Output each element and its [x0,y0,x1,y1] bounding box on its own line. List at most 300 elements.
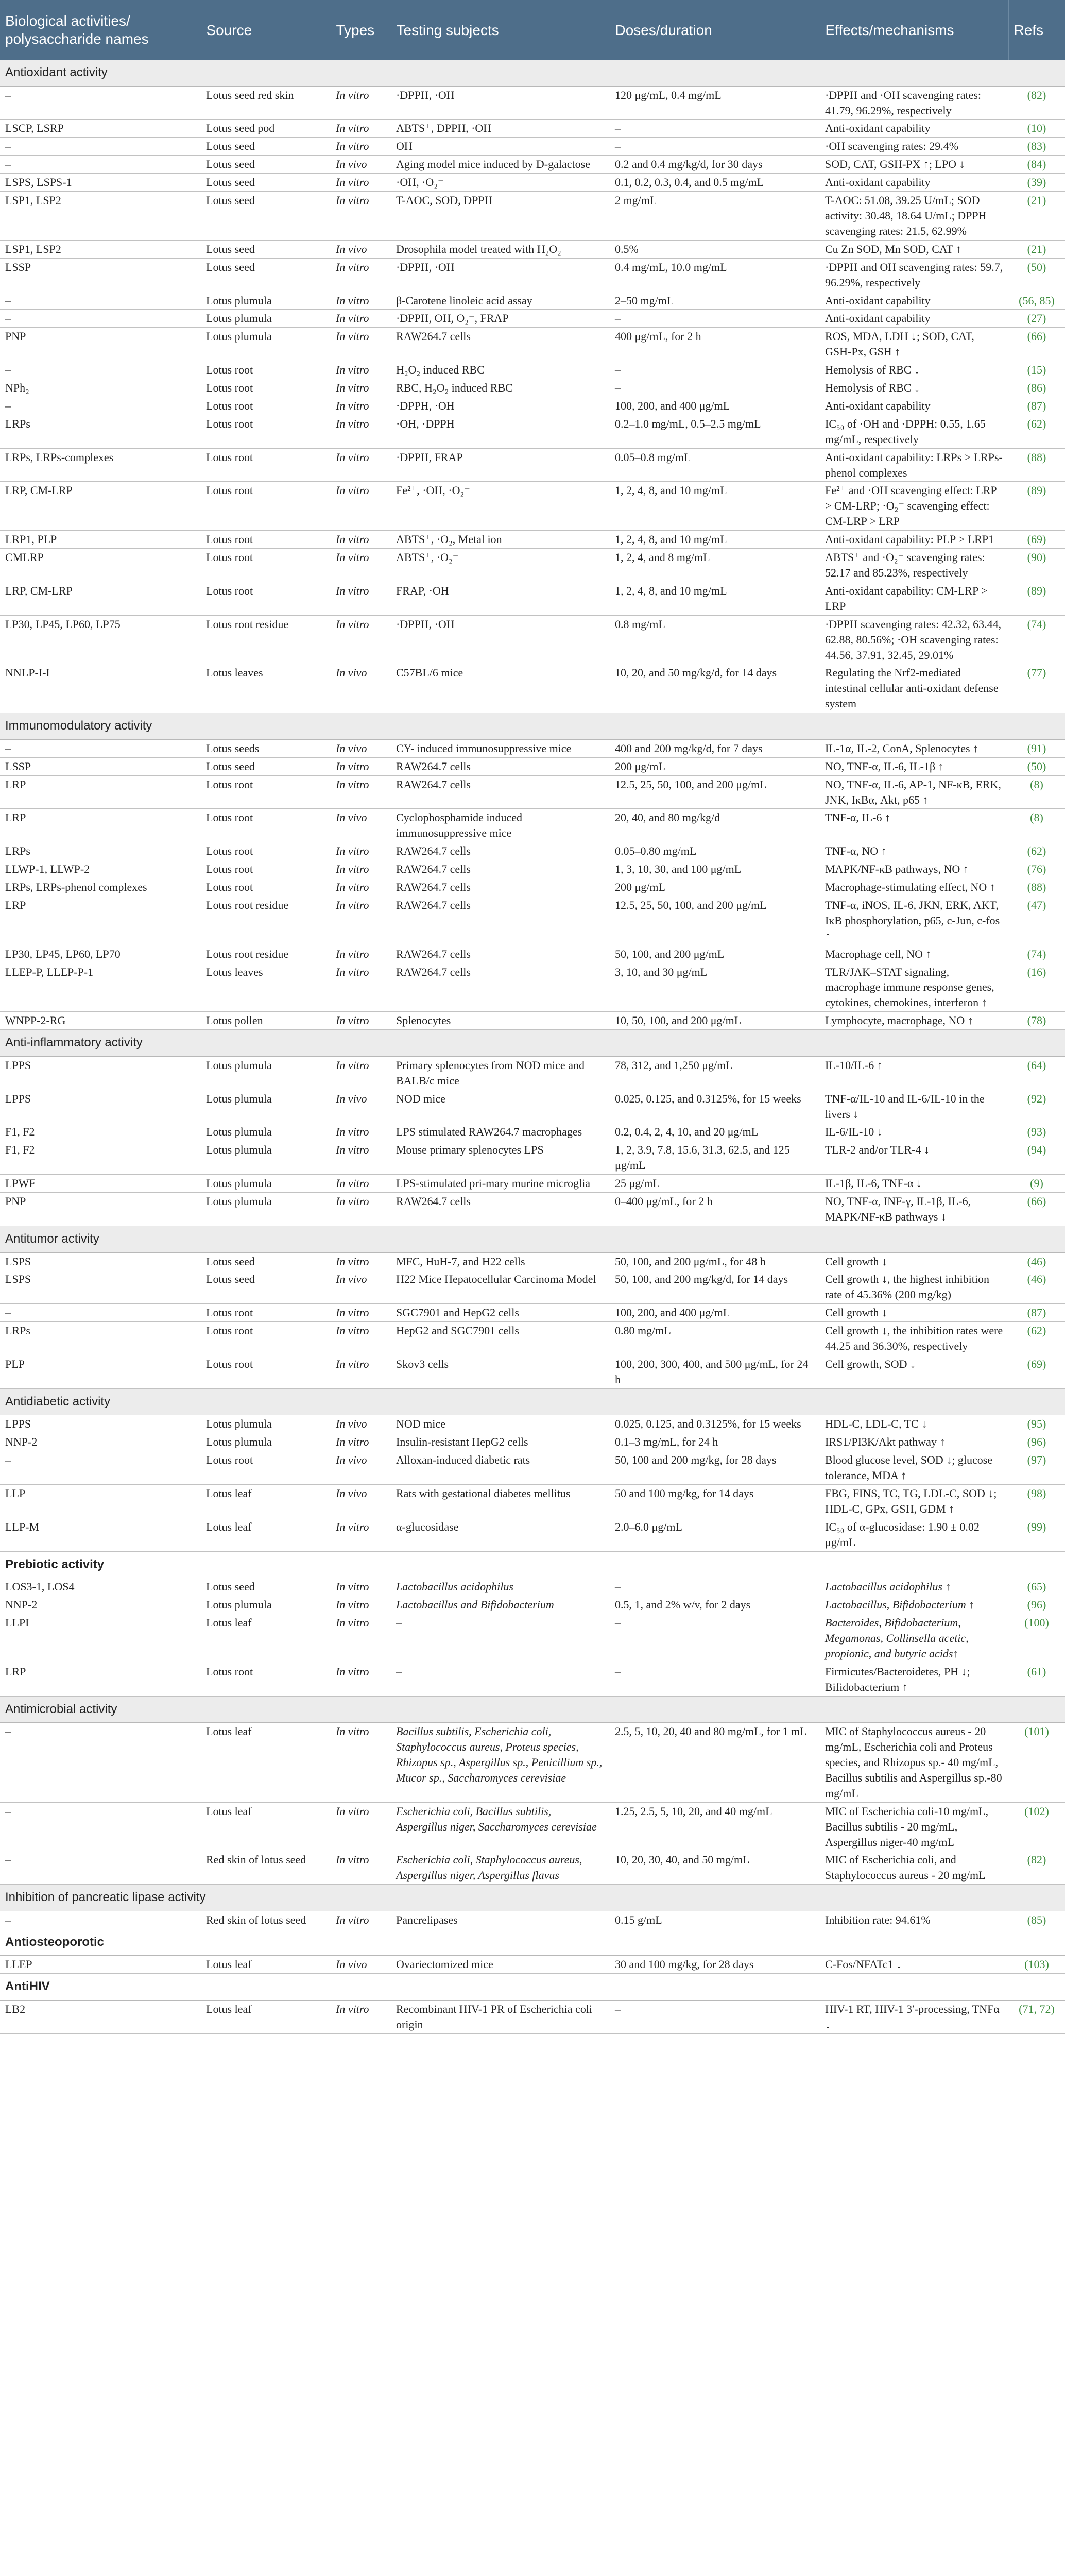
reference-link[interactable]: (99) [1027,1520,1046,1533]
reference-link[interactable]: (87) [1027,1306,1046,1319]
cell-type: In vitro [331,549,391,582]
reference-link[interactable]: (27) [1027,312,1046,325]
section-title: Antimicrobial activity [0,1696,1065,1723]
cell-ref [1008,361,1065,379]
cell-name: LRP, CM-LRP [0,582,201,615]
reference-link[interactable]: (77) [1027,666,1046,680]
table-row [0,878,1065,896]
reference-link[interactable]: (93) [1027,1125,1046,1139]
cell-effects: Macrophage cell, NO ↑ [820,945,1008,963]
cell-source: Lotus plumula [201,1056,331,1090]
reference-link[interactable]: (10) [1027,122,1046,135]
reference-link[interactable]: (71, 72) [1019,2002,1055,2015]
cell-type: In vitro [331,896,391,945]
reference-link[interactable]: (21) [1027,242,1046,256]
table-row [0,1141,1065,1175]
cell-dose: – [610,1614,820,1663]
cell-name: PNP [0,328,201,361]
cell-type: In vitro [331,2000,391,2033]
reference-link[interactable]: (47) [1027,898,1046,911]
table-row [0,2000,1065,2033]
cell-name: LSSP [0,258,201,292]
cell-ref [1008,757,1065,775]
table-row [0,1123,1065,1141]
table-row [0,310,1065,328]
cell-effects: IC₅₀ of ·OH and ·DPPH: 0.55, 1.65 mg/mL, respectively [820,415,1008,448]
cell-source: Lotus seed [201,1578,331,1596]
cell-testing-subjects: RAW264.7 cells [391,1193,610,1226]
cell-type: In vivo [331,664,391,713]
section-title: Antitumor activity [0,1226,1065,1252]
cell-effects: Macrophage-stimulating effect, NO ↑ [820,878,1008,896]
cell-type: In vitro [331,1802,391,1851]
cell-testing-subjects: Aging model mice induced by D-galactose [391,156,610,174]
cell-ref [1008,549,1065,582]
table-row [0,1663,1065,1696]
cell-effects: Bacteroides, Bifidobacterium, Megamonas, Collinsella acetic, propionic, and butyric acids↑ [820,1614,1008,1663]
cell-dose: 2.0–6.0 μg/mL [610,1518,820,1551]
reference-link[interactable]: (94) [1027,1143,1046,1157]
cell-effects: IL-6/IL-10 ↓ [820,1123,1008,1141]
reference-link[interactable]: (82) [1027,88,1046,101]
cell-effects: MAPK/NF-κB pathways, NO ↑ [820,860,1008,878]
section-header-row [0,60,1065,86]
header-effects: Effects/mechanisms [820,0,1008,60]
header-source: Source [201,0,331,60]
cell-effects: MIC of Escherichia coli-10 mg/mL, Bacillus subtilis - 20 mg/mL, Aspergillus niger-40 mg/mL [820,1802,1008,1851]
cell-dose: 0.80 mg/mL [610,1322,820,1355]
cell-testing-subjects: ·DPPH, ·OH [391,615,610,664]
cell-type: In vivo [331,1090,391,1123]
reference-link[interactable]: (97) [1027,1453,1046,1467]
table-row [0,963,1065,1012]
reference-link[interactable]: (50) [1027,260,1046,274]
cell-testing-subjects: Cyclophosphamide induced immunosuppressive mice [391,809,610,842]
cell-effects: ROS, MDA, LDH ↓; SOD, CAT, GSH-Px, GSH ↑ [820,328,1008,361]
cell-effects: SOD, CAT, GSH-PX ↑; LPO ↓ [820,156,1008,174]
cell-dose: 400 and 200 mg/kg/d, for 7 days [610,739,820,757]
table-row [0,1911,1065,1929]
cell-ref [1008,310,1065,328]
reference-link[interactable]: (8) [1030,777,1043,791]
cell-type: In vitro [331,1056,391,1090]
cell-effects: Anti-oxidant capability [820,397,1008,415]
cell-dose: – [610,310,820,328]
cell-testing-subjects: H22 Mice Hepatocellular Carcinoma Model [391,1270,610,1304]
cell-ref [1008,878,1065,896]
reference-link[interactable]: (46) [1027,1255,1046,1268]
reference-link[interactable]: (98) [1027,1487,1046,1500]
cell-source: Lotus leaf [201,1518,331,1551]
cell-dose: 25 μg/mL [610,1175,820,1193]
cell-name: LOS3-1, LOS4 [0,1578,201,1596]
reference-link[interactable]: (8) [1030,811,1043,824]
header-types: Types [331,0,391,60]
cell-effects: NO, TNF-α, IL-6, AP-1, NF-κB, ERK, JNK, IκBα, Akt, p65 ↑ [820,775,1008,809]
cell-ref [1008,192,1065,241]
cell-effects: IL-1α, IL-2, ConA, Splenocytes ↑ [820,739,1008,757]
cell-testing-subjects: ABTS⁺, ·O₂, Metal ion [391,531,610,549]
reference-link[interactable]: (56, 85) [1019,294,1055,307]
cell-effects: IL-10/IL-6 ↑ [820,1056,1008,1090]
cell-dose: 2.5, 5, 10, 20, 40 and 80 mg/mL, for 1 mL [610,1723,820,1803]
cell-testing-subjects: MFC, HuH-7, and H22 cells [391,1252,610,1270]
reference-link[interactable]: (39) [1027,176,1046,189]
reference-link[interactable]: (96) [1027,1598,1046,1612]
cell-type: In vitro [331,1355,391,1388]
cell-testing-subjects: Fe²⁺, ·OH, ·O₂⁻ [391,482,610,531]
cell-testing-subjects: β-Carotene linoleic acid assay [391,292,610,310]
cell-source: Lotus seeds [201,739,331,757]
cell-ref [1008,1141,1065,1175]
cell-dose: 50, 100, and 200 μg/mL, for 48 h [610,1252,820,1270]
cell-source: Lotus root [201,379,331,397]
reference-link[interactable]: (16) [1027,965,1046,978]
table-row [0,1056,1065,1090]
cell-testing-subjects: Lactobacillus acidophilus [391,1578,610,1596]
cell-testing-subjects: CY- induced immunosuppressive mice [391,739,610,757]
reference-link[interactable]: (103) [1024,1958,1049,1971]
cell-name: – [0,156,201,174]
cell-name: – [0,292,201,310]
cell-effects: ·DPPH scavenging rates: 42.32, 63.44, 62.88, 80.56%; ·OH scavenging rates: 44.56, 37.91, 32.45, 29.01% [820,615,1008,664]
cell-type: In vitro [331,1518,391,1551]
cell-source: Lotus seed [201,258,331,292]
cell-effects: Cu Zn SOD, Mn SOD, CAT ↑ [820,240,1008,258]
cell-ref [1008,896,1065,945]
cell-ref [1008,1614,1065,1663]
reference-link[interactable]: (74) [1027,947,1046,960]
cell-dose: 100, 200, and 400 μg/mL [610,397,820,415]
cell-source: Lotus plumula [201,310,331,328]
cell-dose: – [610,2000,820,2033]
cell-testing-subjects: Rats with gestational diabetes mellitus [391,1485,610,1518]
cell-source: Lotus leaf [201,1802,331,1851]
cell-ref [1008,415,1065,448]
cell-ref [1008,86,1065,120]
cell-effects: Anti-oxidant capability [820,310,1008,328]
cell-type: In vitro [331,361,391,379]
cell-ref [1008,1851,1065,1885]
cell-testing-subjects: Recombinant HIV-1 PR of Escherichia coli origin [391,2000,610,2033]
cell-testing-subjects: T-AOC, SOD, DPPH [391,192,610,241]
cell-name: LP30, LP45, LP60, LP70 [0,945,201,963]
cell-effects: Anti-oxidant capability [820,292,1008,310]
cell-name: – [0,138,201,156]
cell-testing-subjects: Mouse primary splenocytes LPS [391,1141,610,1175]
cell-effects: TNF-α, IL-6 ↑ [820,809,1008,842]
cell-name: LSPS, LSPS-1 [0,174,201,192]
cell-ref [1008,258,1065,292]
cell-effects: MIC of Escherichia coli, and Staphylococcus aureus - 20 mg/mL [820,1851,1008,1885]
cell-name: – [0,1911,201,1929]
cell-testing-subjects: RAW264.7 cells [391,757,610,775]
table-row [0,945,1065,963]
cell-name: LLPI [0,1614,201,1663]
cell-name: – [0,397,201,415]
cell-type: In vitro [331,1614,391,1663]
cell-dose: – [610,361,820,379]
cell-testing-subjects: LPS-stimulated pri-mary murine microglia [391,1175,610,1193]
table-row [0,809,1065,842]
cell-testing-subjects: Alloxan-induced diabetic rats [391,1451,610,1485]
cell-type: In vitro [331,1851,391,1885]
table-row [0,1322,1065,1355]
cell-ref [1008,739,1065,757]
cell-ref [1008,1663,1065,1696]
cell-testing-subjects: RAW264.7 cells [391,775,610,809]
cell-ref [1008,1578,1065,1596]
table-row [0,138,1065,156]
cell-testing-subjects: ABTS⁺, ·O₂⁻ [391,549,610,582]
reference-link[interactable]: (88) [1027,880,1046,894]
cell-testing-subjects: Splenocytes [391,1012,610,1030]
cell-dose: 0.2 and 0.4 mg/kg/d, for 30 days [610,156,820,174]
cell-testing-subjects: – [391,1614,610,1663]
cell-testing-subjects: ·DPPH, ·OH [391,258,610,292]
cell-name: LRP [0,1663,201,1696]
cell-type: In vitro [331,1141,391,1175]
table-row [0,397,1065,415]
cell-effects: Cell growth, SOD ↓ [820,1355,1008,1388]
cell-dose: – [610,1663,820,1696]
cell-name: WNPP-2-RG [0,1012,201,1030]
cell-type: In vitro [331,531,391,549]
cell-testing-subjects: RAW264.7 cells [391,878,610,896]
reference-link[interactable]: (66) [1027,330,1046,343]
reference-link[interactable]: (21) [1027,194,1046,207]
cell-source: Lotus plumula [201,1141,331,1175]
reference-link[interactable]: (62) [1027,844,1046,858]
table-row [0,292,1065,310]
reference-link[interactable]: (96) [1027,1435,1046,1449]
reference-link[interactable]: (76) [1027,862,1046,876]
cell-effects: Lactobacillus, Bifidobacterium ↑ [820,1596,1008,1614]
cell-name: F1, F2 [0,1141,201,1175]
cell-ref [1008,963,1065,1012]
cell-type: In vitro [331,963,391,1012]
table-row [0,1433,1065,1451]
cell-type: In vitro [331,1433,391,1451]
section-header-row [0,1929,1065,1956]
cell-testing-subjects: FRAP, ·OH [391,582,610,615]
cell-ref [1008,379,1065,397]
cell-ref [1008,1175,1065,1193]
cell-dose: 3, 10, and 30 μg/mL [610,963,820,1012]
header-doses: Doses/duration [610,0,820,60]
cell-ref [1008,2000,1065,2033]
reference-link[interactable]: (84) [1027,158,1046,171]
reference-link[interactable]: (102) [1024,1804,1049,1818]
cell-dose: 12.5, 25, 50, 100, and 200 μg/mL [610,896,820,945]
cell-source: Lotus plumula [201,1193,331,1226]
reference-link[interactable]: (62) [1027,417,1046,430]
reference-link[interactable]: (87) [1027,399,1046,412]
cell-testing-subjects: ·DPPH, ·OH [391,86,610,120]
cell-name: LRPs [0,415,201,448]
cell-testing-subjects: Drosophila model treated with H₂O₂ [391,240,610,258]
cell-source: Lotus root [201,549,331,582]
reference-link[interactable]: (64) [1027,1058,1046,1072]
cell-ref [1008,1123,1065,1141]
cell-testing-subjects: Escherichia coli, Staphylococcus aureus, Aspergillus niger, Aspergillus flavus [391,1851,610,1885]
table-row [0,1956,1065,1974]
cell-source: Lotus seed [201,138,331,156]
cell-effects: Lymphocyte, macrophage, NO ↑ [820,1012,1008,1030]
reference-link[interactable]: (46) [1027,1273,1046,1286]
cell-effects: TNF-α, iNOS, IL-6, JKN, ERK, AKT, IκB phosphorylation, p65, c-Jun, c-fos ↑ [820,896,1008,945]
cell-dose: – [610,379,820,397]
reference-link[interactable]: (90) [1027,551,1046,564]
cell-testing-subjects: Ovariectomized mice [391,1956,610,1974]
cell-type: In vitro [331,258,391,292]
reference-link[interactable]: (65) [1027,1580,1046,1594]
cell-dose: 12.5, 25, 50, 100, and 200 μg/mL [610,775,820,809]
cell-dose: 0.15 g/mL [610,1911,820,1929]
table-row [0,448,1065,482]
cell-name: – [0,1802,201,1851]
table-row [0,1304,1065,1322]
cell-testing-subjects: RAW264.7 cells [391,945,610,963]
cell-name: LLEP-P, LLEP-P-1 [0,963,201,1012]
table-header [0,0,1065,60]
cell-dose: 50, 100, and 200 mg/kg/d, for 14 days [610,1270,820,1304]
cell-dose: – [610,120,820,138]
cell-name: PNP [0,1193,201,1226]
cell-ref [1008,1451,1065,1485]
cell-type: In vitro [331,1911,391,1929]
cell-ref [1008,664,1065,713]
table-row [0,1802,1065,1851]
cell-type: In vitro [331,174,391,192]
cell-source: Lotus root [201,1663,331,1696]
cell-testing-subjects: RAW264.7 cells [391,328,610,361]
cell-dose: 1, 2, 4, 8, and 10 mg/mL [610,531,820,549]
reference-link[interactable]: (101) [1024,1725,1049,1738]
cell-dose: 1, 3, 10, 30, and 100 μg/mL [610,860,820,878]
reference-link[interactable]: (69) [1027,533,1046,546]
reference-link[interactable]: (50) [1027,759,1046,773]
cell-name: LSPS [0,1252,201,1270]
cell-source: Lotus leaf [201,2000,331,2033]
cell-name: LLP-M [0,1518,201,1551]
cell-source: Lotus root residue [201,896,331,945]
cell-dose: 10, 20, and 50 mg/kg/d, for 14 days [610,664,820,713]
reference-link[interactable]: (88) [1027,450,1046,464]
table-row [0,1485,1065,1518]
table-row [0,842,1065,860]
cell-type: In vitro [331,328,391,361]
reference-link[interactable]: (62) [1027,1324,1046,1337]
cell-name: CMLRP [0,549,201,582]
cell-type: In vitro [331,138,391,156]
reference-link[interactable]: (86) [1027,381,1046,395]
reference-link[interactable]: (15) [1027,363,1046,377]
cell-testing-subjects: RAW264.7 cells [391,963,610,1012]
cell-testing-subjects: RAW264.7 cells [391,842,610,860]
cell-effects: Anti-oxidant capability [820,174,1008,192]
cell-source: Lotus seed pod [201,120,331,138]
cell-type: In vivo [331,1415,391,1433]
table-row [0,1175,1065,1193]
cell-testing-subjects: Skov3 cells [391,1355,610,1388]
cell-ref [1008,1596,1065,1614]
cell-type: In vitro [331,1012,391,1030]
section-header-row [0,1226,1065,1252]
cell-ref [1008,328,1065,361]
cell-type: In vitro [331,1578,391,1596]
cell-ref [1008,1322,1065,1355]
reference-link[interactable]: (66) [1027,1195,1046,1208]
cell-dose: 10, 50, 100, and 200 μg/mL [610,1012,820,1030]
reference-link[interactable]: (85) [1027,1913,1046,1926]
reference-link[interactable]: (61) [1027,1665,1046,1678]
cell-effects: IL-1β, IL-6, TNF-α ↓ [820,1175,1008,1193]
cell-source: Lotus seed [201,240,331,258]
table-row [0,379,1065,397]
cell-name: – [0,739,201,757]
reference-link[interactable]: (89) [1027,584,1046,597]
reference-link[interactable]: (100) [1024,1616,1049,1630]
cell-source: Lotus leaf [201,1614,331,1663]
cell-type: In vitro [331,120,391,138]
table-row [0,1578,1065,1596]
cell-ref [1008,1802,1065,1851]
cell-type: In vitro [331,86,391,120]
cell-type: In vivo [331,1451,391,1485]
table-row [0,1355,1065,1388]
cell-name: LLWP-1, LLWP-2 [0,860,201,878]
reference-link[interactable]: (91) [1027,741,1046,755]
reference-link[interactable]: (95) [1027,1417,1046,1431]
table-row [0,757,1065,775]
cell-dose: 120 μg/mL, 0.4 mg/mL [610,86,820,120]
cell-ref [1008,775,1065,809]
cell-source: Lotus root [201,582,331,615]
cell-type: In vitro [331,1663,391,1696]
cell-type: In vitro [331,379,391,397]
cell-source: Lotus seed [201,757,331,775]
cell-testing-subjects: Lactobacillus and Bifidobacterium [391,1596,610,1614]
reference-link[interactable]: (82) [1027,1853,1046,1867]
cell-effects: FBG, FINS, TC, TG, LDL-C, SOD ↓; HDL-C, GPx, GSH, GDM ↑ [820,1485,1008,1518]
cell-type: In vitro [331,1723,391,1803]
reference-link[interactable]: (9) [1030,1177,1043,1190]
table-row [0,1012,1065,1030]
cell-testing-subjects: NOD mice [391,1090,610,1123]
cell-dose: 0–400 μg/mL, for 2 h [610,1193,820,1226]
reference-link[interactable]: (83) [1027,140,1046,153]
reference-link[interactable]: (74) [1027,617,1046,631]
cell-name: LPPS [0,1090,201,1123]
reference-link[interactable]: (69) [1027,1357,1046,1370]
section-header-row [0,1030,1065,1057]
table-body [0,60,1065,2033]
cell-source: Lotus plumula [201,1596,331,1614]
table-row [0,415,1065,448]
table-row [0,328,1065,361]
cell-name: LRP [0,809,201,842]
cell-type: In vivo [331,1485,391,1518]
cell-name: LPPS [0,1056,201,1090]
cell-dose: 10, 20, 30, 40, and 50 mg/mL [610,1851,820,1885]
reference-link[interactable]: (89) [1027,484,1046,497]
reference-link[interactable]: (78) [1027,1014,1046,1027]
cell-source: Lotus root [201,1355,331,1388]
cell-name: LRPs, LRPs-complexes [0,448,201,482]
table-row [0,896,1065,945]
reference-link[interactable]: (92) [1027,1092,1046,1105]
